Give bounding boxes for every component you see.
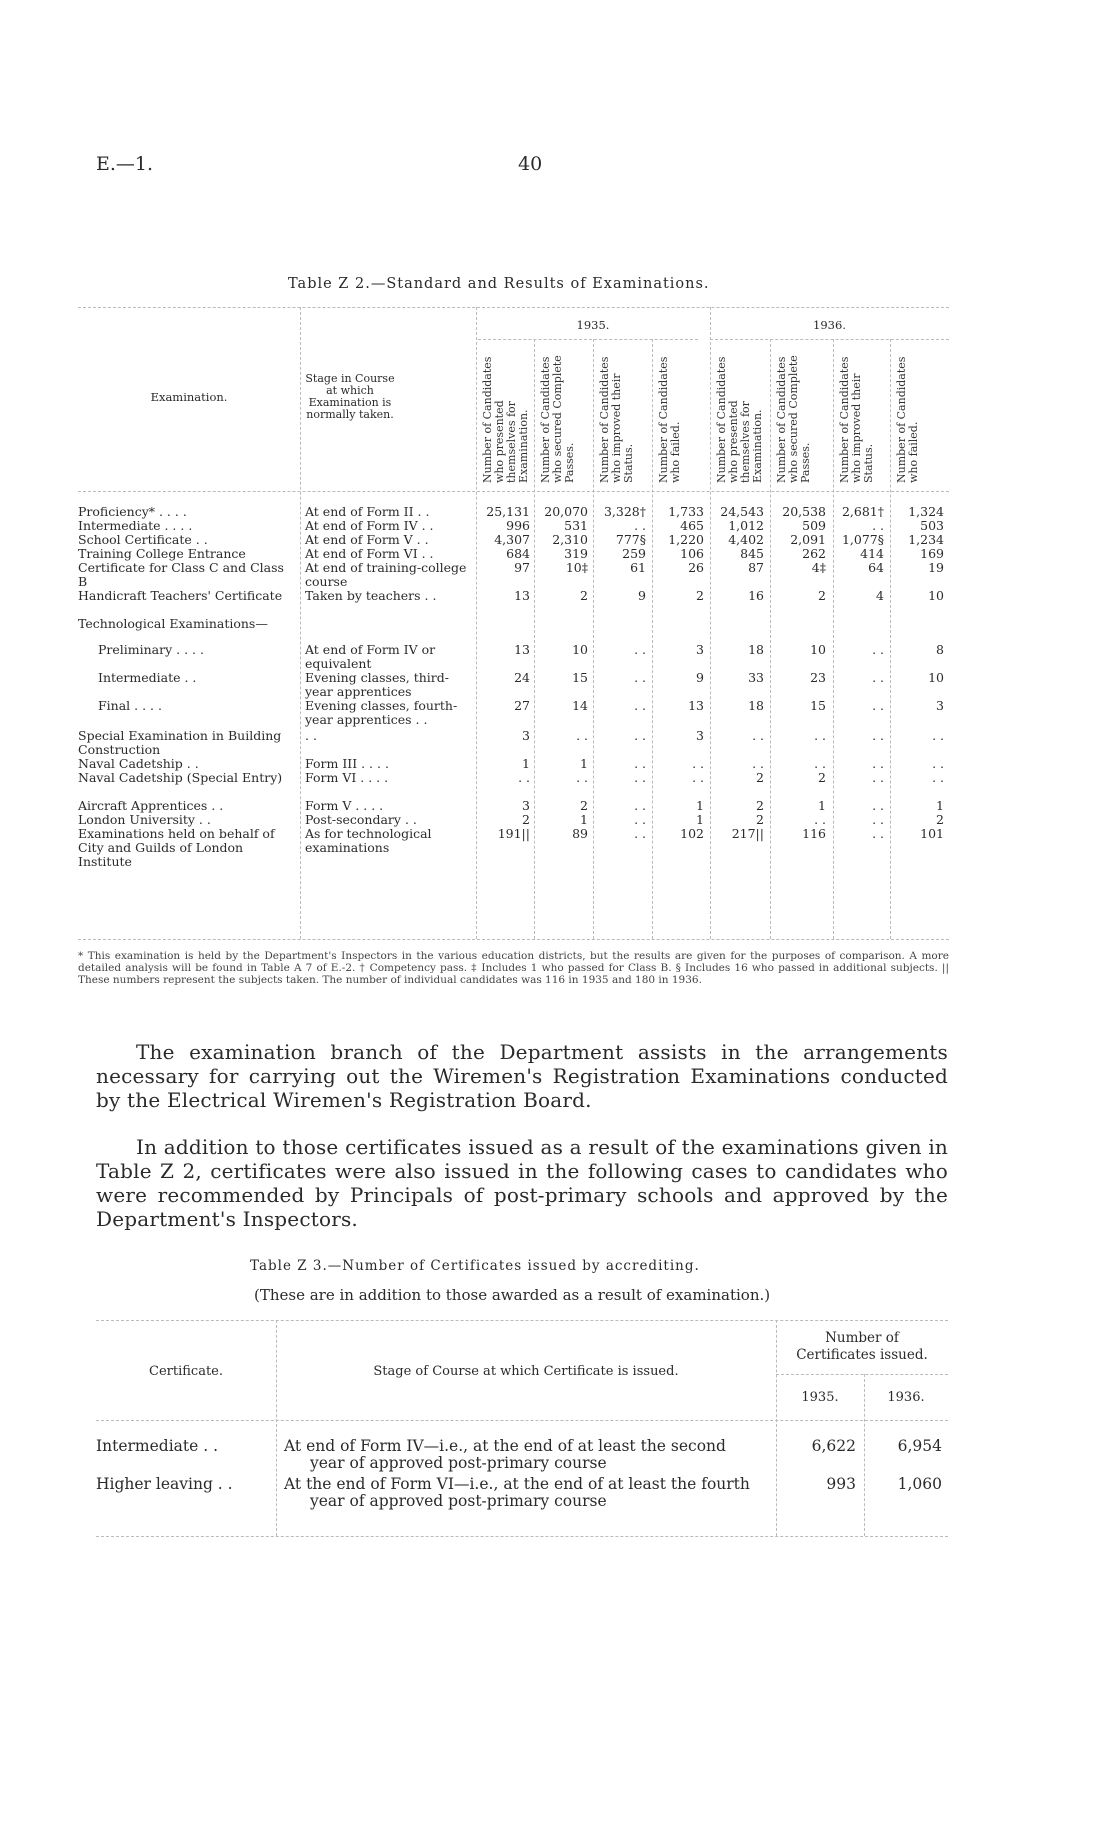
value-cell: 2 [936, 812, 944, 827]
value-cell: . . [634, 642, 646, 657]
value-cell: 1,077§ [841, 532, 884, 547]
value-cell: . . [634, 770, 646, 785]
exam-name: London University . . [78, 812, 211, 827]
value-cell: . . [872, 812, 884, 827]
col-stage-header: Stage in Course at which Examination is normally taken. [305, 372, 395, 421]
value-cell: 4‡ [811, 560, 826, 575]
year-1935-header: 1935. [576, 318, 610, 332]
table-z3-subtitle: (These are in addition to those awarded as a result of examination.) [254, 1286, 771, 1304]
value-cell: . . [872, 728, 884, 743]
value-cell: 1 [696, 812, 704, 827]
value-cell: 2 [756, 812, 764, 827]
value-cell: 25,131 [486, 504, 530, 519]
value-cell: . . [576, 770, 588, 785]
value-cell: 684 [506, 546, 530, 561]
value-cell: 1 [522, 756, 530, 771]
table-z2-body [78, 505, 949, 935]
value-cell: 259 [622, 546, 646, 561]
stage-text: Evening classes, fourth-year apprentices . . [305, 698, 458, 727]
exam-name: Technological Examinations— [78, 616, 268, 631]
col-stage-course-header: Stage of Course at which Certificate is issued. [373, 1364, 679, 1379]
value-cell: . . [692, 770, 704, 785]
value-cell: 262 [802, 546, 826, 561]
value-cell: 2,091 [790, 532, 826, 547]
value-cell: . . [752, 756, 764, 771]
exam-name: Training College Entrance [78, 546, 246, 561]
value-cell: 2 [580, 798, 588, 813]
value-cell: . . [634, 812, 646, 827]
value-cell: 1,012 [728, 518, 764, 533]
value-cell: 106 [680, 546, 704, 561]
table-z3 [96, 1318, 948, 1540]
exam-name: Special Examination in Building Construction [78, 728, 282, 757]
value-cell: 2 [818, 770, 826, 785]
stage-text: Form V . . . . [305, 798, 384, 813]
value-cell: . . [872, 518, 884, 533]
value-cell: 26 [688, 560, 704, 575]
stage-text: At end of Form II . . [305, 504, 430, 519]
value-cell: . . [872, 642, 884, 657]
sub-col-improved-1935: Number of Candidates who improved their Status. [598, 356, 635, 483]
value-cell: 64 [868, 560, 884, 575]
value-cell: 23 [810, 670, 826, 685]
stage-text: At end of Form V . . [305, 532, 429, 547]
exam-name: Handicraft Teachers' Certificate [78, 588, 283, 603]
col-certificate-header: Certificate. [149, 1364, 223, 1379]
value-cell: 10 [928, 670, 944, 685]
value-cell: 4 [876, 588, 884, 603]
value-cell: 169 [920, 546, 944, 561]
value-cell: 20,538 [782, 504, 826, 519]
value-cell: 102 [680, 826, 704, 841]
exam-name: Intermediate . . [98, 670, 197, 685]
exam-name: Proficiency* . . . . [78, 504, 187, 519]
value-cell: 996 [506, 518, 530, 533]
stage-text: . . [305, 728, 317, 743]
value-cell: 9 [696, 670, 704, 685]
value-cell: 27 [514, 698, 530, 713]
value-cell: 3 [696, 728, 704, 743]
value-cell: . . [814, 728, 826, 743]
paragraph-accrediting: In addition to those certificates issued as a result of the examinations given in Table Z 2, certificates were also issued in the following cases to candidates who were recommended by Principals of post-primary schools and approved by the Department's Inspectors. [96, 1135, 948, 1231]
stage-line-2: year of approved post-primary course [310, 1492, 607, 1510]
value-cell: . . [634, 756, 646, 771]
value-cell: . . [692, 756, 704, 771]
value-cell: 10‡ [565, 560, 588, 575]
value-cell: 531 [564, 518, 588, 533]
value-cell: 319 [564, 546, 588, 561]
certificate-name: Intermediate . . [96, 1437, 219, 1455]
table-z2 [78, 305, 949, 945]
value-cell: 10 [572, 642, 588, 657]
value-cell: 1 [580, 812, 588, 827]
document-code: E.—1. [96, 153, 154, 175]
stage-line-2: year of approved post-primary course [310, 1454, 607, 1472]
value-cell: 24 [514, 670, 530, 685]
table-z2-title: Table Z 2.—Standard and Results of Examinations. [288, 276, 710, 292]
value-cell: 2 [756, 798, 764, 813]
value-cell: . . [752, 728, 764, 743]
value-cell: 845 [740, 546, 764, 561]
value-cell: 3 [522, 798, 530, 813]
value-cell: 2 [756, 770, 764, 785]
value-cell: 1 [936, 798, 944, 813]
value-cell: 14 [572, 698, 588, 713]
value-cell: 4,307 [494, 532, 530, 547]
col-number-header: Number of Certificates issued. [796, 1330, 928, 1363]
sub-col-passes-1936: Number of Candidates who secured Complete Passes. [775, 355, 812, 483]
value-1935: 6,622 [811, 1437, 856, 1455]
value-cell: 24,543 [720, 504, 764, 519]
value-cell: 10 [810, 642, 826, 657]
value-cell: 465 [680, 518, 704, 533]
value-cell: 1,234 [908, 532, 944, 547]
value-cell: 61 [630, 560, 646, 575]
value-cell: 13 [514, 642, 530, 657]
value-cell: . . [814, 812, 826, 827]
value-cell: 2 [696, 588, 704, 603]
value-cell: 414 [860, 546, 884, 561]
value-cell: . . [576, 728, 588, 743]
paragraph-wiremen: The examination branch of the Department assists in the arrangements necessary for carrying out the Wiremen's Registration Examinations conducted by the Electrical Wiremen's Registration Board. [96, 1040, 948, 1112]
z3-year-1936-header: 1936. [887, 1390, 925, 1405]
value-cell: 3 [696, 642, 704, 657]
exam-name: Certificate for Class C and Class B [78, 560, 284, 589]
sub-col-failed-1936: Number of Candidates who failed. [895, 356, 920, 483]
value-cell: 15 [572, 670, 588, 685]
value-cell: 3 [936, 698, 944, 713]
value-cell: 116 [802, 826, 826, 841]
value-cell: . . [872, 698, 884, 713]
exam-name: School Certificate . . [78, 532, 208, 547]
value-cell: 217|| [731, 826, 764, 841]
value-cell: 1 [696, 798, 704, 813]
value-cell: 97 [514, 560, 530, 575]
value-cell: . . [872, 670, 884, 685]
stage-text: At end of Form VI . . [305, 546, 434, 561]
z3-year-1935-header: 1935. [801, 1390, 839, 1405]
value-cell: 13 [688, 698, 704, 713]
value-cell: 2 [818, 588, 826, 603]
exam-name: Aircraft Apprentices . . [78, 798, 224, 813]
value-cell: . . [932, 756, 944, 771]
stage-text: At end of Form IV . . [305, 518, 434, 533]
value-cell: . . [634, 698, 646, 713]
value-cell: 2 [522, 812, 530, 827]
exam-name: Naval Cadetship . . [78, 756, 199, 771]
stage-line-1: At end of Form IV—i.e., at the end of at least the second [284, 1437, 726, 1455]
value-cell: 4,402 [728, 532, 764, 547]
value-cell: 1,733 [668, 504, 704, 519]
sub-col-improved-1936: Number of Candidates who improved their Status. [838, 356, 875, 483]
value-cell: 3,328† [603, 504, 646, 519]
value-cell: . . [634, 728, 646, 743]
value-cell: 15 [810, 698, 826, 713]
value-cell: 1 [818, 798, 826, 813]
value-cell: 2,310 [552, 532, 588, 547]
value-cell: 18 [748, 642, 764, 657]
exam-name: Final . . . . [98, 698, 162, 713]
page-number: 40 [518, 153, 543, 175]
value-cell: 1,324 [908, 504, 944, 519]
value-cell: 2,681† [841, 504, 884, 519]
value-cell: 10 [928, 588, 944, 603]
value-cell: 503 [920, 518, 944, 533]
value-cell: 509 [802, 518, 826, 533]
value-cell: . . [634, 826, 646, 841]
value-cell: . . [872, 798, 884, 813]
value-cell: 3 [522, 728, 530, 743]
stage-text: Form VI . . . . [305, 770, 389, 785]
value-cell: 2 [580, 588, 588, 603]
certificate-name: Higher leaving . . [96, 1475, 233, 1493]
value-1935: 993 [826, 1475, 856, 1493]
value-cell: . . [932, 728, 944, 743]
exam-name: Intermediate . . . . [78, 518, 193, 533]
sub-col-passes-1935: Number of Candidates who secured Complete Passes. [539, 355, 576, 483]
value-cell: 33 [748, 670, 764, 685]
stage-text: Post-secondary . . [305, 812, 417, 827]
value-cell: . . [872, 826, 884, 841]
value-cell: 20,070 [544, 504, 588, 519]
value-cell: 13 [514, 588, 530, 603]
stage-text: Evening classes, third-year apprentices [305, 670, 449, 699]
value-cell: . . [932, 770, 944, 785]
stage-text: As for technological examinations [305, 826, 432, 855]
stage-line-1: At the end of Form VI—i.e., at the end of at least the fourth [284, 1475, 750, 1493]
stage-text: At end of training-college course [305, 560, 467, 589]
value-cell: 191|| [497, 826, 530, 841]
sub-col-failed-1935: Number of Candidates who failed. [657, 356, 682, 483]
value-cell: . . [814, 756, 826, 771]
sub-col-presented-1936: Number of Candidates who presented themselves for Examination. [715, 356, 764, 483]
value-cell: 87 [748, 560, 764, 575]
stage-text: At end of Form IV or equivalent [305, 642, 436, 671]
value-cell: 101 [920, 826, 944, 841]
value-1936: 6,954 [897, 1437, 942, 1455]
value-cell: 1,220 [668, 532, 704, 547]
value-cell: 18 [748, 698, 764, 713]
value-cell: 19 [928, 560, 944, 575]
value-cell: 9 [638, 588, 646, 603]
value-cell: . . [634, 798, 646, 813]
value-cell: 1 [580, 756, 588, 771]
value-cell: . . [518, 770, 530, 785]
value-cell: 8 [936, 642, 944, 657]
value-cell: . . [634, 518, 646, 533]
table-z3-body [96, 1438, 948, 1534]
exam-name: Examinations held on behalf of City and Guilds of London Institute [78, 826, 275, 869]
value-cell: 777§ [615, 532, 646, 547]
year-1936-header: 1936. [813, 318, 846, 332]
value-cell: . . [872, 770, 884, 785]
value-cell: 89 [572, 826, 588, 841]
value-1936: 1,060 [897, 1475, 942, 1493]
stage-text: Taken by teachers . . [305, 588, 437, 603]
exam-name: Preliminary . . . . [98, 642, 204, 657]
sub-col-presented-1935: Number of Candidates who presented themselves for Examination. [481, 356, 530, 483]
value-cell: . . [872, 756, 884, 771]
exam-name: Naval Cadetship (Special Entry) [78, 770, 283, 785]
stage-text: Form III . . . . [305, 756, 389, 771]
table-z3-title: Table Z 3.—Number of Certificates issued by accrediting. [250, 1258, 700, 1274]
value-cell: 16 [748, 588, 764, 603]
value-cell: . . [634, 670, 646, 685]
table-z2-footnote: * This examination is held by the Department's Inspectors in the various education districts, but the results are given for the purposes of comparison. A more detailed analysis will be found in Table A 7 of E.-2. † Competency pass. ‡ Includes 1 who passed for Class B. § Includes 16 who passed in additional subjects. || These numbers represent the subjects taken. The number of individual candidates was 116 in 1935 and 180 in 1936. [78, 950, 949, 986]
col-examination-header: Examination. [150, 390, 228, 404]
